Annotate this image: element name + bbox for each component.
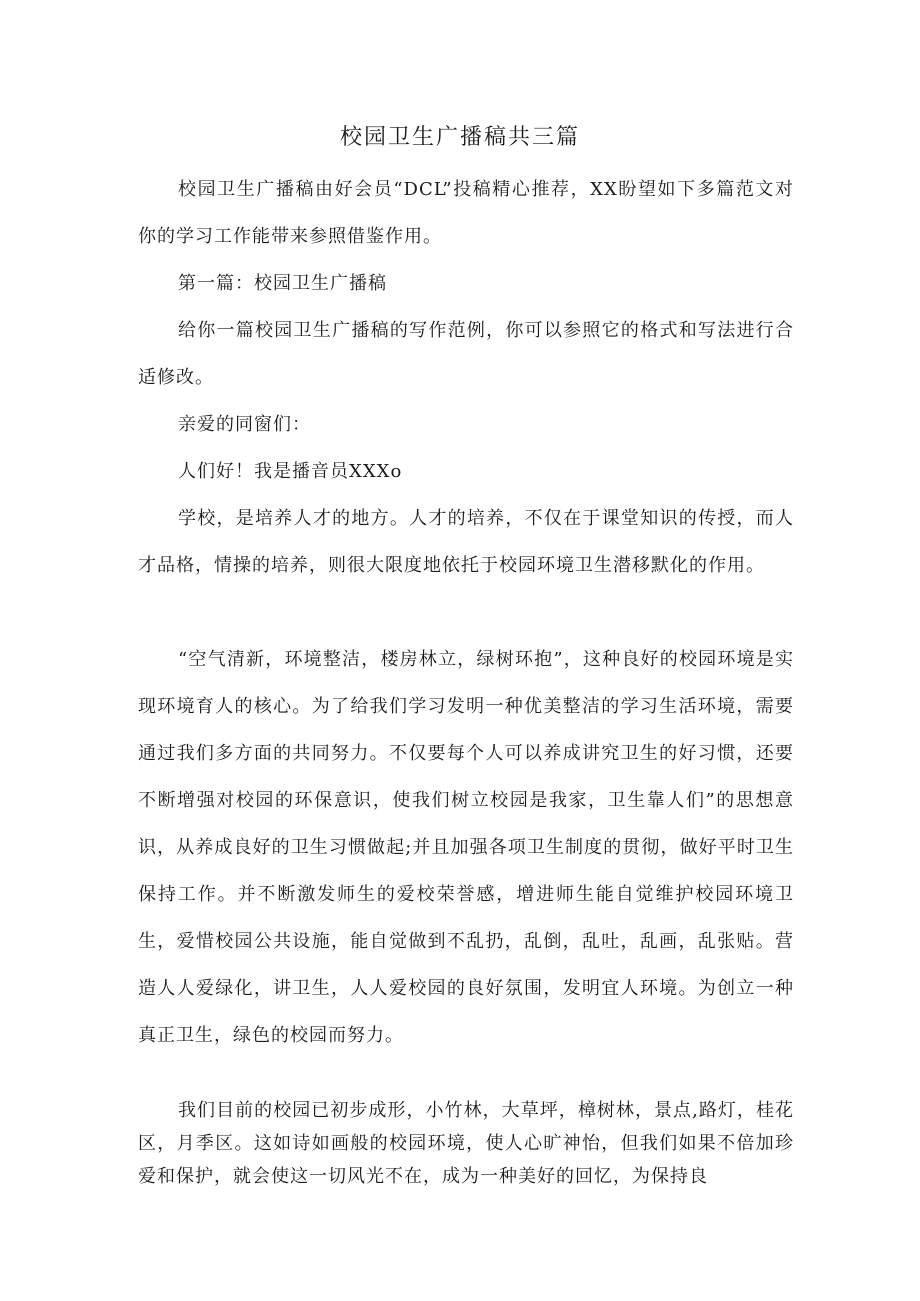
paragraph-guide: 给你一篇校园卫生广播稿的写作范例，你可以参照它的格式和写法进行合适修改。: [138, 320, 794, 388]
paragraph-environment: “空气清新，环境整洁，楼房林立，绿树环抱”，这种良好的校园环境是实现环境育人的核心。为了给我们学习发明一种优美整洁的学习生活环境，需要通过我们多方面的共同努力。不仅要每个人可以养成讲究卫生的好习惯，还要不断增强对校园的环保意识，使我们树立校园是我家，卫生靠人们”的思想意识，从养成良好的卫生习惯做起;并且加强各项卫生制度的贯彻，做好平时卫生保持工作。并不断激发师生的爱校荣誉感，增进师生能自觉维护校园环境卫生，爱惜校园公共设施，能自觉做到不乱扔，乱倒，乱吐，乱画，乱张贴。营造人人爱绿化，讲卫生，人人爱校园的良好氛围，发明宜人环境。为创立一种真正卫生，绿色的校园而努力。: [138, 649, 794, 1046]
paragraph-school: 学校，是培养人才的地方。人才的培养，不仅在于课堂知识的传授，而人才品格，情操的培养，则很大限度地依托于校园环境卫生潜移默化的作用。: [138, 508, 794, 576]
section-heading: 第一篇：校园卫生广播稿: [178, 273, 387, 294]
page-title: 校园卫生广播稿共三篇: [339, 125, 580, 150]
paragraph-greeting: 人们好！我是播音员XXXo: [178, 461, 403, 482]
intro-paragraph: 校园卫生广播稿由好会员“DCL”投稿精心推荐，XX盼望如下多篇范文对你的学习工作能带来参照借鉴作用。: [138, 179, 794, 247]
paragraph-salutation: 亲爱的同窗们：: [178, 414, 311, 435]
paragraph-campus: 我们目前的校园已初步成形，小竹林，大草坪，樟树林，景点,路灯，桂花区，月季区。这如诗如画般的校园环境，使人心旷神怡，但我们如果不倍加珍爱和保护，就会使这一切风光不在，成为一种美好的回忆，为保持良: [138, 1100, 794, 1187]
